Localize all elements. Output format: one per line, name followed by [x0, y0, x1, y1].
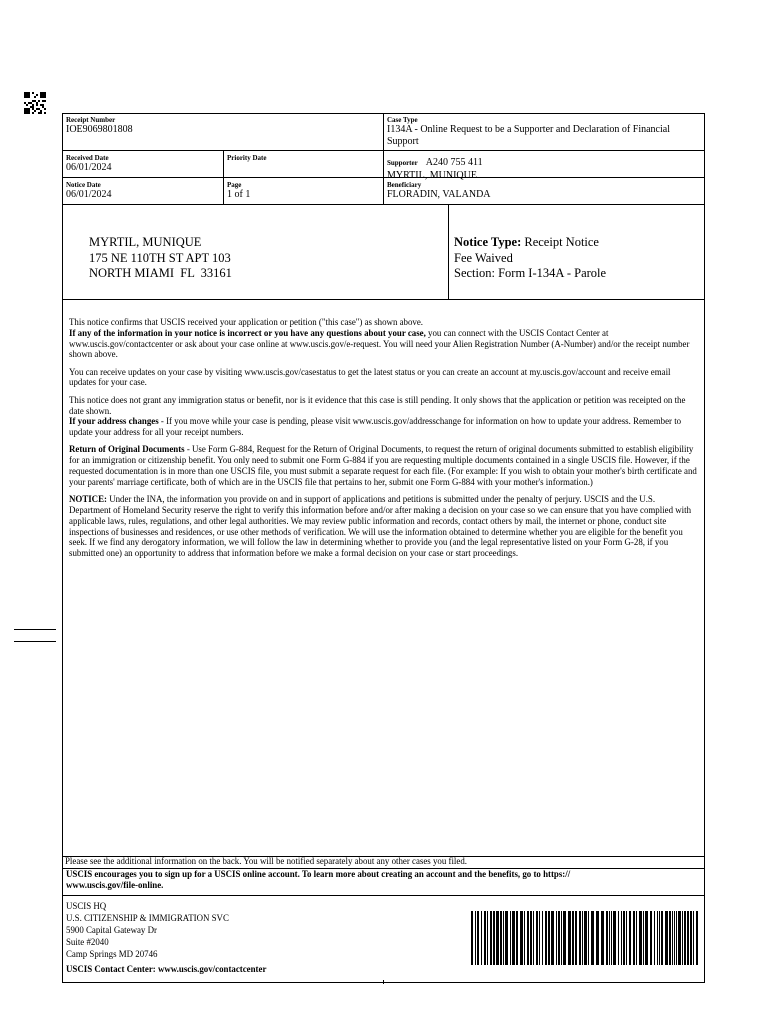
barcode-icon	[471, 911, 701, 965]
p4-bold: Return of Original Documents	[69, 444, 185, 455]
footer-note: Please see the additional information on the back. You will be notified separately about any other cases you filed.	[65, 856, 467, 866]
fold-mark	[14, 641, 56, 642]
page-value: 1 of 1	[227, 189, 251, 200]
addressee-name: MYRTIL, MUNIQUE	[89, 235, 202, 249]
contact-center: USCIS Contact Center: www.uscis.gov/contactcenter	[66, 964, 267, 974]
received-date-value: 06/01/2024	[66, 162, 112, 173]
office-line: U.S. CITIZENSHIP & IMMIGRATION SVC	[66, 913, 229, 923]
paragraph-return-documents	[69, 444, 699, 487]
beneficiary-label: Beneficiary	[387, 181, 422, 189]
p3-bold: If your address changes	[69, 416, 159, 427]
supporter-label: Supporter	[387, 159, 418, 167]
notice-section: Section: Form I-134A - Parole	[454, 266, 607, 280]
notice-info	[454, 235, 606, 282]
office-line: USCIS HQ	[66, 901, 107, 911]
receipt-number-value: IOE9069801808	[66, 124, 133, 135]
receipt-number-label: Receipt Number	[66, 116, 116, 124]
notice-date-label: Notice Date	[66, 181, 101, 189]
p4-rest: - Use Form G-884, Request for the Return of Original Documents, to request the return of original documents submitted to establish eligibility for an immigration or citizenship benefit. You only need to submit one Form G-884 if you are requesting multiple documents contained in a single USCIS file. However, if the requested documentation is in more than one USCIS file, you must submit a separate request for each file. (For example: If you wish to obtain your mother's birth certificate and your parents' marriage certificate, both of which are in the USCIS file that pertains to her, submit one Form G-884 with your mother's information.)	[69, 444, 697, 487]
section-divider	[448, 205, 449, 299]
case-type-cell	[387, 116, 703, 148]
priority-date-label: Priority Date	[227, 154, 267, 162]
supporter-cell	[387, 152, 483, 182]
receipt-number-cell	[66, 116, 133, 136]
case-type-value-cont: Support	[387, 136, 419, 147]
paragraph-updates: You can receive updates on your case by visiting www.uscis.gov/casestatus to get the latest status or you can create an account at my.uscis.gov/account and receive email updates for your case.	[69, 366, 671, 388]
uscis-office-address	[66, 900, 266, 975]
case-type-value: I134A - Online Request to be a Supporter and Declaration of Financial	[387, 124, 670, 135]
notice-type-label: Notice Type:	[454, 235, 522, 249]
p3-rest: - If you move while your case is pending, please visit www.uscis.gov/addresschange for information on how to update your address. Remember to update your address for all your receipt numbers.	[69, 416, 682, 438]
supporter-a-number: A240 755 411	[425, 157, 483, 168]
office-line: 5900 Capital Gateway Dr	[66, 925, 157, 935]
grid-line	[383, 113, 384, 205]
online-account-line1: USCIS encourages you to sign up for a USCIS online account. To learn more about creating an account and the benefits, go to https://	[66, 869, 571, 879]
paragraph-receipt	[69, 317, 699, 360]
fee-status: Fee Waived	[454, 250, 513, 265]
online-account-notice	[66, 869, 702, 891]
mailing-address	[89, 235, 232, 282]
page-label: Page	[227, 181, 242, 189]
notice-body	[69, 317, 699, 565]
notice-date-cell	[66, 181, 112, 201]
grid-line	[223, 150, 224, 205]
office-line: Suite #2040	[66, 937, 109, 947]
case-type-label: Case Type	[387, 116, 418, 124]
paragraph-status	[69, 395, 699, 438]
address-street: 175 NE 110TH ST APT 103	[89, 250, 231, 265]
address-city-state-zip: NORTH MIAMI FL 33161	[89, 266, 232, 280]
p1-bold: If any of the information in your notice is incorrect or you have any questions about your case,	[69, 327, 426, 338]
online-account-line2: www.uscis.gov/file-online.	[66, 880, 164, 890]
received-date-label: Received Date	[66, 154, 109, 162]
p1-text: This notice confirms that USCIS received your application or petition ("this case") as shown above.	[69, 317, 424, 327]
notice-type-value: Receipt Notice	[524, 235, 599, 249]
beneficiary-cell	[387, 181, 491, 201]
supporter-name: MYRTIL, MUNIQUE	[387, 170, 477, 181]
footer-divider	[62, 895, 705, 896]
fold-mark	[14, 629, 56, 630]
page-cell	[227, 181, 250, 201]
priority-date-cell	[227, 154, 266, 162]
office-line: Camp Springs MD 20746	[66, 949, 158, 959]
footer-divider	[383, 980, 384, 984]
paragraph-notice	[69, 494, 699, 559]
beneficiary-value: FLORADIN, VALANDA	[387, 189, 491, 200]
p5-rest: Under the INA, the information you provide on and in support of applications and petitions is submitted under the penalty of perjury. USCIS and the U.S. Department of Homeland Security reserve the right to verify this information before and/or after making a decision on your case so we can ensure that you have complied with applicable laws, rules, regulations, and other legal authorities. We may review public information and records, contact others by mail, the internet or phone, conduct site inspections of businesses and residences, or use other methods of verification. We will use the information obtained to determine whether you are eligible for the benefit you seek. If we find any derogatory information, we will follow the law in determining whether to provide you (and the legal representative listed on your Form G-28, if you submitted one) an opportunity to address that information before we make a formal decision on your case or start proceedings.	[69, 494, 692, 559]
p5-bold: NOTICE:	[69, 494, 107, 505]
qr-code-icon	[24, 92, 46, 114]
received-date-cell	[66, 154, 112, 174]
notice-date-value: 06/01/2024	[66, 189, 112, 200]
p3-text: This notice does not grant any immigration status or benefit, nor is it evidence that this case is still pending. It only shows that the application or petition was receipted on the date shown.	[69, 394, 686, 416]
p1-rest: you can connect with the USCIS Contact Center at www.uscis.gov/contactcenter or ask about your case online at www.uscis.gov/e-request. You will need your Alien Registration Number (A-Number) and/or the receipt number shown above.	[69, 327, 690, 360]
section-divider	[62, 299, 705, 300]
